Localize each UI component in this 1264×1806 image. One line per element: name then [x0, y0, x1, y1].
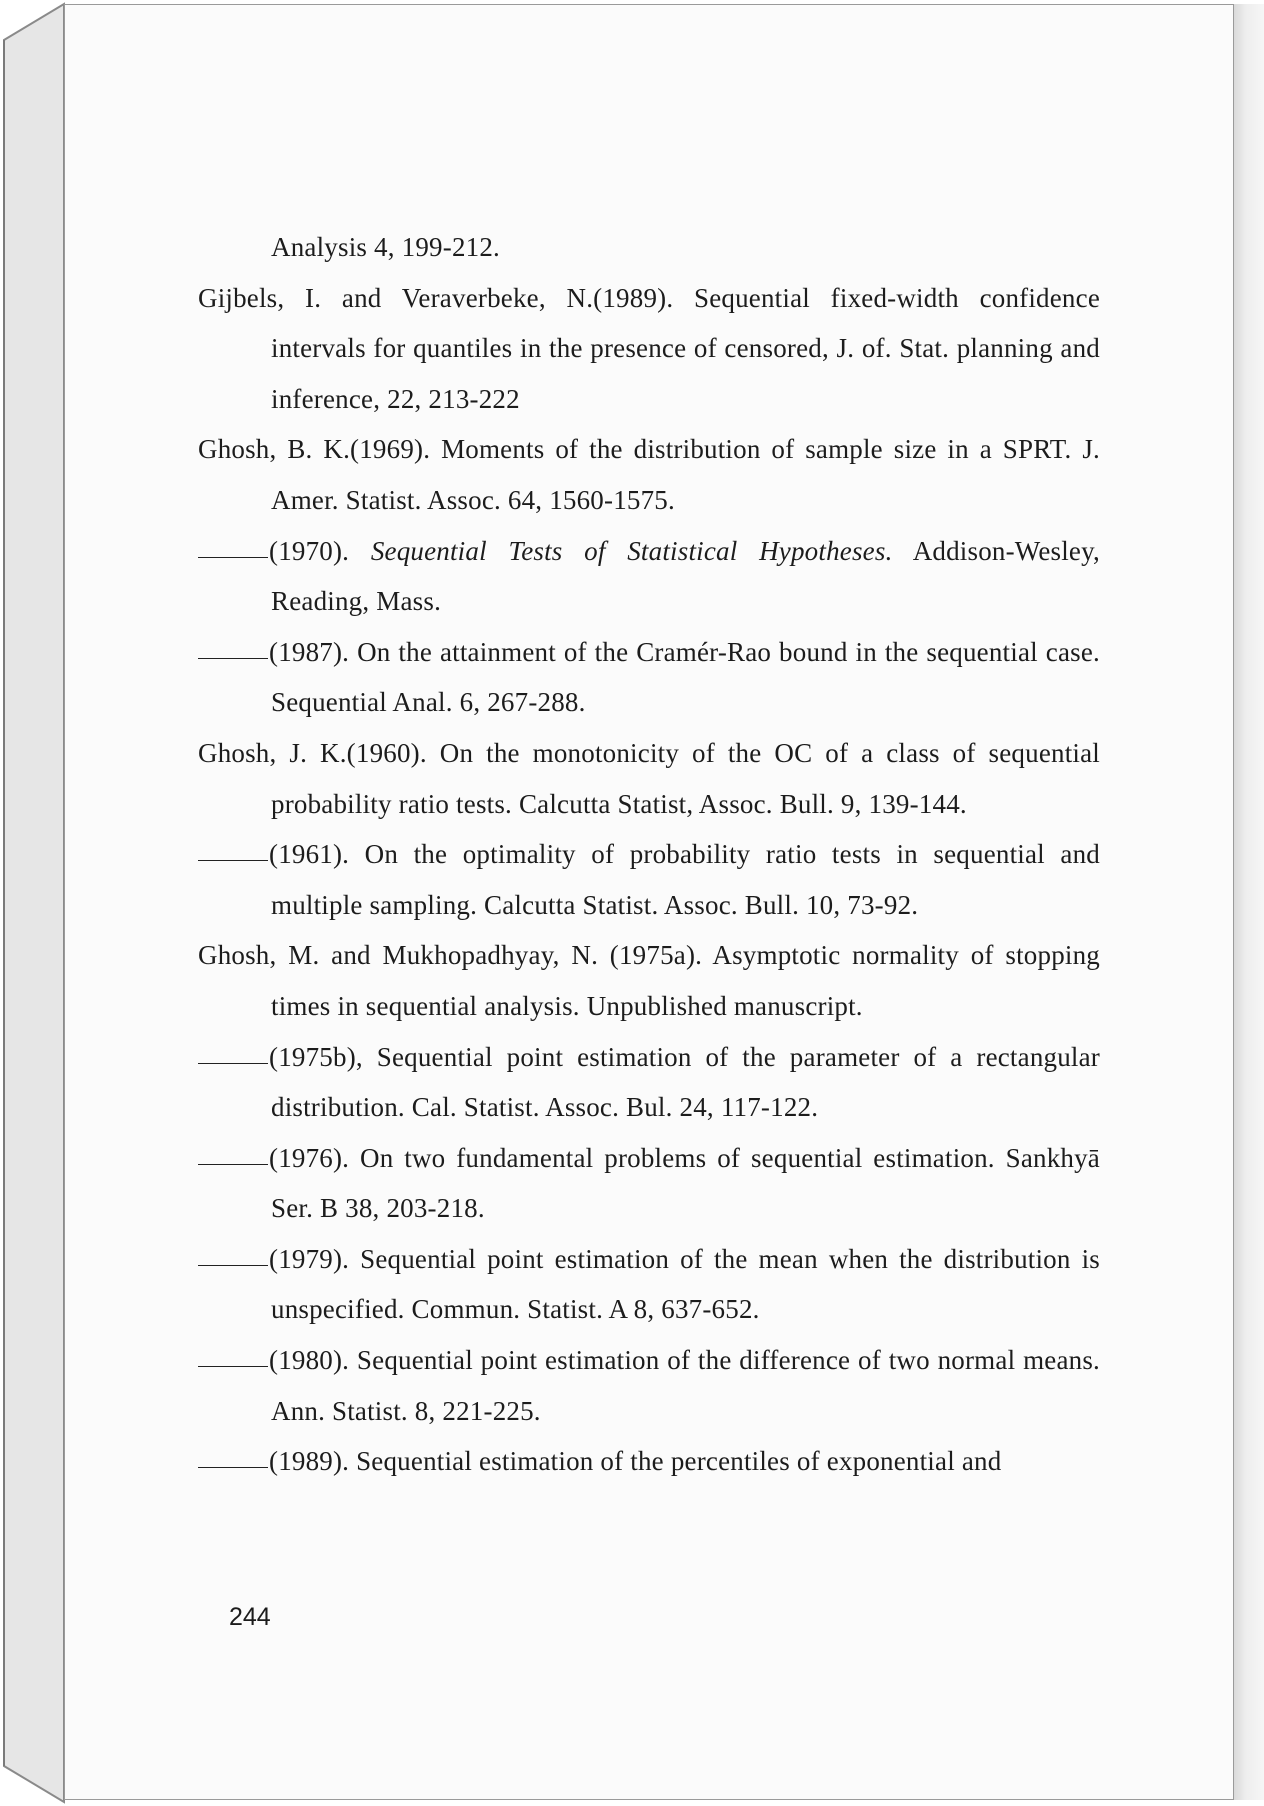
reference-entry: [198, 1133, 1100, 1234]
reference-entry: [198, 1032, 1100, 1133]
reference-text: Analysis 4, 199-212.: [271, 232, 500, 262]
reference-text: (1989). Sequential estimation of the percentiles of exponential and: [269, 1446, 1002, 1477]
reference-entry: [198, 1436, 1100, 1487]
reference-text: (1970).: [269, 535, 371, 566]
reference-entry: [198, 627, 1100, 728]
repeated-author-dash: [198, 1366, 268, 1367]
reference-text: (1961). On the optimality of probability ratio tests in sequential and multiple sampling. Calcutta Statist. Assoc. Bull. 10, 73-92.: [269, 839, 1100, 920]
reference-text: Ghosh, J. K.(1960). On the monotonicity of the OC of a class of sequential probability ratio tests. Calcutta Statist, Assoc. Bull. 9, 139-144.: [198, 737, 1100, 819]
page-edge-shadow: [1234, 4, 1264, 1800]
reference-text: Ghosh, M. and Mukhopadhyay, N. (1975a). Asymptotic normality of stopping times in sequential analysis. Unpublished manuscript.: [198, 940, 1100, 1021]
page-number: 244: [229, 1603, 271, 1631]
repeated-author-dash: [198, 1265, 268, 1266]
reference-entry: [198, 273, 1100, 425]
reference-text: Ghosh, B. K.(1969). Moments of the distribution of sample size in a SPRT. J. Amer. Statist. Assoc. 64, 1560-1575.: [198, 434, 1100, 515]
reference-entry: [198, 930, 1100, 1031]
reference-text: Gijbels, I. and Veraverbeke, N.(1989). Sequential fixed-width confidence intervals for quantiles in the presence of censored, J. of. Stat. planning and inference, 22, 213-222: [198, 282, 1100, 414]
reference-text: (1976). On two fundamental problems of sequential estimation. Sankhyā Ser. B 38, 203-218.: [269, 1142, 1100, 1224]
reference-entry: [198, 424, 1100, 525]
reference-entry: [198, 728, 1100, 829]
reference-entry: [198, 829, 1100, 930]
reference-text: (1979). Sequential point estimation of the mean when the distribution is unspecified. Commun. Statist. A 8, 637-652.: [269, 1243, 1100, 1325]
reference-text: (1975b), Sequential point estimation of the parameter of a rectangular distribution. Cal. Statist. Assoc. Bul. 24, 117-122.: [269, 1041, 1100, 1123]
reference-text: (1987). On the attainment of the Cramér-Rao bound in the sequential case. Sequential Anal. 6, 267-288.: [269, 636, 1100, 718]
reference-entry: [198, 1335, 1100, 1436]
reference-list: [198, 222, 1100, 1487]
repeated-author-dash: [198, 860, 268, 861]
reference-text: (1980). Sequential point estimation of the difference of two normal means. Ann. Statist. 8, 221-225.: [269, 1345, 1100, 1426]
repeated-author-dash: [198, 1467, 268, 1468]
repeated-author-dash: [198, 1164, 268, 1165]
reference-book-title: Sequential Tests of Statistical Hypotheses.: [370, 535, 893, 566]
reference-text: Addison-Wesley, Reading, Mass.: [271, 535, 1100, 617]
reference-entry: [198, 1234, 1100, 1335]
repeated-author-dash: [198, 557, 268, 558]
reference-entry: [198, 222, 1100, 273]
reference-entry: [198, 526, 1100, 627]
repeated-author-dash: [198, 658, 268, 659]
repeated-author-dash: [198, 1063, 268, 1064]
